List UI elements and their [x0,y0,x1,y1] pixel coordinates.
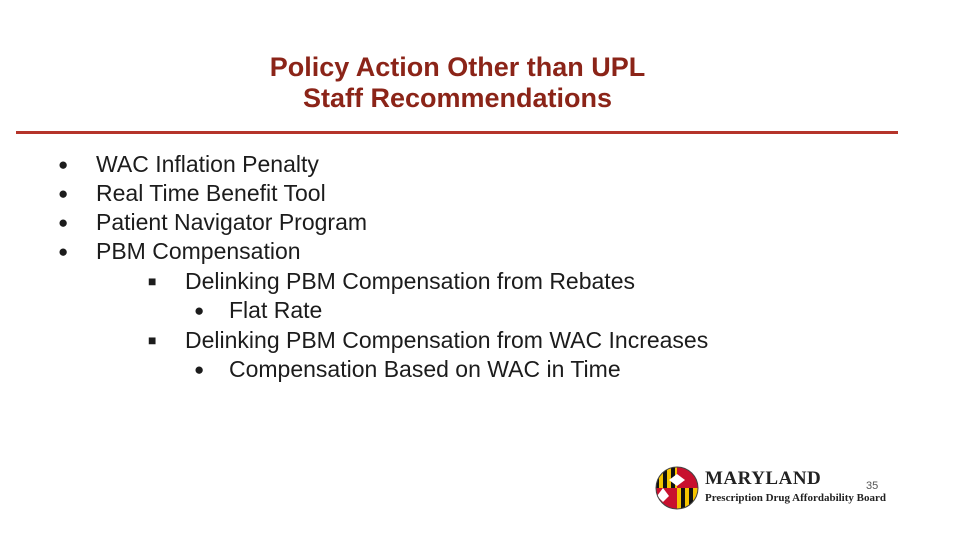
list-item [0,296,900,325]
bullet-marker: ● [58,213,69,232]
title-divider [16,131,898,134]
bullet-text: Flat Rate [229,297,323,323]
list-item [0,326,900,355]
bullet-text: Patient Navigator Program [96,209,368,235]
bullet-text: Delinking PBM Compensation from WAC Increases [185,327,709,353]
bullet-marker: ● [58,155,69,174]
logo-title: MARYLAND [705,468,822,489]
bullet-text: PBM Compensation [96,238,301,264]
slide-title [0,52,915,114]
bullet-text: Compensation Based on WAC in Time [229,356,621,382]
page-number: 35 [866,480,879,492]
title-line-1: Policy Action Other than UPL [269,52,646,82]
bullet-marker: ■ [148,273,157,289]
bullet-text: Real Time Benefit Tool [96,180,326,206]
title-line-2: Staff Recommendations [302,83,613,113]
bullet-marker: ● [58,184,69,203]
bullet-text: WAC Inflation Penalty [96,151,319,177]
bullet-marker: ● [58,242,69,261]
list-item [0,179,900,208]
list-item [0,208,900,237]
bullet-marker: ● [194,301,205,320]
bullet-marker: ■ [148,332,157,348]
maryland-flag-icon [655,466,699,510]
list-item [0,237,900,266]
list-item [0,267,900,296]
logo-subtitle: Prescription Drug Affordability Board [705,492,886,504]
bullet-text: Delinking PBM Compensation from Rebates [185,268,635,294]
bullet-marker: ● [194,360,205,379]
list-item [0,355,900,384]
list-item [0,150,900,179]
